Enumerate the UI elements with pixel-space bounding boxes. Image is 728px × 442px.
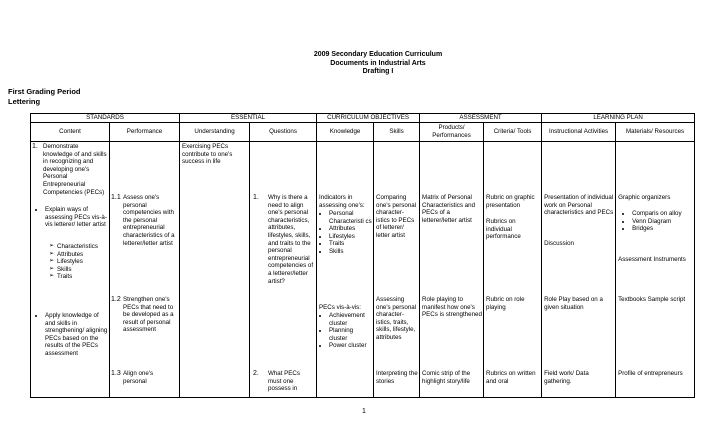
cell-knowledge [317, 142, 374, 398]
knowledge-heading-2: PECs vis-à-vis: [319, 304, 361, 311]
cell-products [420, 142, 484, 398]
material-3: Textbooks Sample script [618, 296, 686, 303]
material-1: Graphic organizers [618, 194, 671, 201]
material-item: • Bridges [632, 225, 693, 233]
material-item: • Venn Diagram [632, 218, 693, 226]
knowledge-list-1 [319, 210, 372, 256]
criteria-2: Rubrics on individual performance [486, 218, 521, 241]
group-assessment: ASSESSMENT [420, 114, 542, 123]
product-2: Role playing to manifest how one's PECs is strengthened [422, 296, 482, 319]
performance-1: Assess one's personal competencies with the personal entrepreneurial characteristics of a letterer/letter artist [123, 194, 175, 247]
cell-instructional [542, 142, 616, 398]
performance-number: 1.1 [111, 194, 121, 201]
activity-4: Field work/ Data gathering. [544, 370, 589, 385]
group-essential: ESSENTIAL [180, 114, 317, 123]
performance-3: Align one's personal [123, 370, 154, 385]
skill-1: Comparing one's personal character- istics to PECs of letterer/ letter artist [376, 194, 417, 239]
activity-3: Role Play based on a given situation [544, 296, 603, 311]
knowledge-item: • Attributes [329, 225, 372, 233]
material-item: • Comparis on alloy [632, 210, 693, 218]
criteria-4: Rubrics on written and oral [486, 370, 536, 385]
topic: Lettering [8, 97, 41, 106]
content-number: 1. [32, 143, 38, 150]
performance-2: Strengthen one's PECs that need to be developed as a result of personal assessment [123, 296, 174, 334]
header-line-2: Documents in Industrial Arts [330, 59, 426, 67]
material-4: Profile of entrepreneurs [618, 370, 683, 377]
product-1: Matrix of Personal Characteristics and PECs of a letterer/letter artist [422, 194, 476, 224]
col-performance: Performance [110, 123, 180, 142]
group-standards: STANDARDS [31, 114, 180, 123]
product-3: Comic strip of the highlight story/life [422, 370, 471, 385]
question-number: 2. [253, 370, 259, 377]
col-content: Content [31, 123, 110, 142]
skill-2: Assessing one's personal character- istics, traits, skills, lifestyle, attributes [376, 296, 417, 341]
cell-performance [110, 142, 180, 398]
grading-period: First Grading Period [8, 87, 81, 96]
knowledge-item: • Achievement cluster [329, 312, 372, 327]
page-number: 1 [362, 408, 366, 415]
cell-skills [374, 142, 420, 398]
knowledge-item: • Lifestyles [329, 233, 372, 241]
cell-understanding [180, 142, 250, 398]
col-products: Products/ Performances [420, 123, 484, 142]
performance-number: 1.3 [111, 370, 121, 377]
group-learning-plan: LEARNING PLAN [542, 114, 695, 123]
header-line-3: Drafting I [362, 68, 394, 75]
question-2: What PECs must one possess in [268, 370, 300, 393]
col-questions: Questions [250, 123, 317, 142]
activity-2: Discussion [544, 240, 574, 247]
criteria-1: Rubric on graphic presentation [486, 194, 535, 209]
col-skills: Skills [374, 123, 420, 142]
content-standard: Demonstrate knowledge of and skills in recognizing and developing one's Personal Entrepreneurial Competencies (PECs) [43, 143, 107, 196]
knowledge-item: • Personal Characteristi cs [329, 210, 372, 225]
col-understanding: Understanding [180, 123, 250, 142]
material-2: Assessment Instruments [618, 256, 686, 263]
materials-list [622, 210, 693, 233]
aspect-item: ➢ Lifestyles [57, 258, 108, 266]
aspect-item: ➢ Skills [57, 266, 108, 274]
col-criteria: Criteria/ Tools [484, 123, 542, 142]
cell-questions [250, 142, 317, 398]
question-number: 1. [253, 194, 259, 201]
col-instructional: Instructional Activities [542, 123, 616, 142]
quarter-label [8, 87, 81, 107]
content-bullet-text: • Apply knowledge of and skills in strengthening/ aligning PECs based on the results of the PECs assessment [45, 312, 108, 358]
cell-materials [616, 142, 695, 398]
knowledge-heading-1: Indicators in assessing one's: [319, 194, 365, 209]
content-bullet-1 [35, 206, 108, 229]
skill-3: Interpreting the stories [376, 370, 418, 385]
aspect-item: ➢ Attributes [57, 251, 108, 259]
knowledge-item: • Traits [329, 240, 372, 248]
content-bullet-text: • Explain ways of assessing PECs vis-à-vis letterer/ letter artist [45, 206, 108, 229]
knowledge-item: • Planning cluster [329, 327, 372, 342]
content-bullet-2 [35, 312, 108, 358]
cell-criteria [484, 142, 542, 398]
aspect-item: ➢ Characteristics [57, 243, 108, 251]
criteria-3: Rubric on role playing [486, 296, 525, 311]
cell-content [31, 142, 110, 398]
knowledge-item: • Power cluster [329, 342, 372, 350]
aspect-item: ➢ Traits [57, 273, 108, 281]
group-objectives: CURRICULUM OBJECTIVES [317, 114, 420, 123]
col-knowledge: Knowledge [317, 123, 374, 142]
col-materials: Materials/ Resources [616, 123, 695, 142]
understanding-text: Exercising PECs contribute to one's success in life [182, 143, 233, 166]
question-1: Why is there a need to align one's personal characteristics, attributes, lifestyles, skills, and traits to the personal entrepreneurial competencies of a letterer/letter artist? [268, 194, 314, 285]
knowledge-list-2 [319, 312, 372, 350]
performance-number: 1.2 [111, 296, 121, 303]
content-aspect-list [47, 243, 108, 281]
knowledge-item: • Skills [329, 248, 372, 256]
document-header [0, 51, 728, 77]
header-line-1: 2009 Secondary Education Curriculum [313, 51, 443, 58]
activity-1: Presentation of individual work on Personal characteristics and PECs [544, 194, 614, 217]
curriculum-table [30, 113, 695, 398]
